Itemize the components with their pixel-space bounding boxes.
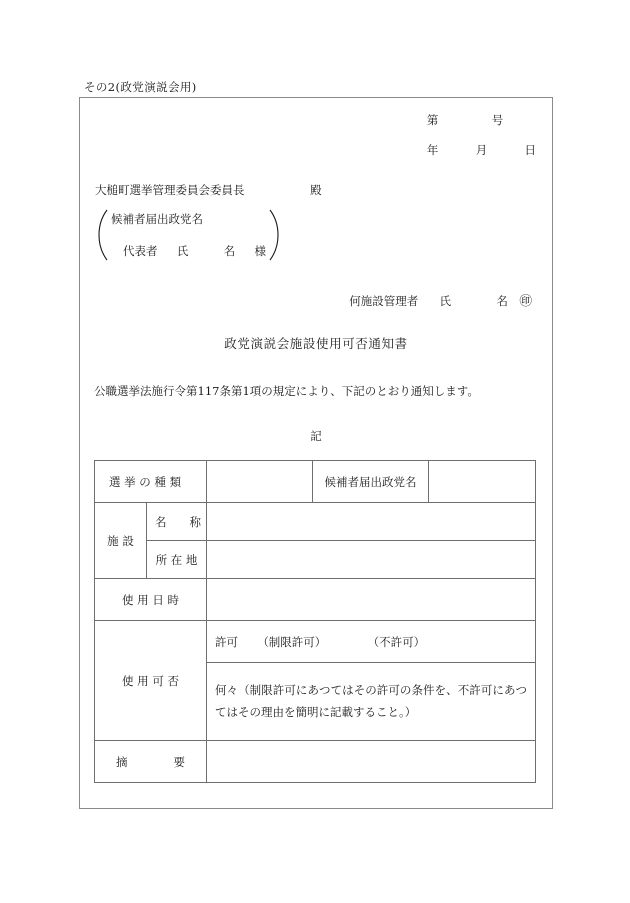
document-date-line — [427, 142, 536, 158]
table-row-facility-name — [95, 503, 536, 541]
form-code-label: その2(政党演説会用) — [84, 80, 197, 94]
facility-label: 施 設 — [95, 503, 147, 579]
document-meta — [427, 112, 536, 172]
addressee-honorific: 殿 — [310, 183, 322, 197]
document-number-prefix: 第 — [426, 113, 439, 127]
notification-form-table — [94, 460, 536, 783]
facility-name-label: 名 称 — [147, 503, 207, 541]
remarks-label: 摘 要 — [95, 741, 207, 783]
party-name-header-label: 候補者届出政党名 — [313, 461, 429, 503]
table-row-election-type — [95, 461, 536, 503]
issuer-role-label: 何施設管理者 — [349, 294, 419, 308]
brace-left-icon — [97, 209, 109, 261]
issuer-line — [349, 291, 532, 309]
facility-name-value[interactable] — [207, 503, 536, 541]
table-row-use-datetime — [95, 579, 536, 621]
document-title: 政党演説会施設使用可否通知書 — [224, 336, 408, 351]
document-number-suffix: 号 — [491, 113, 504, 127]
addressee-line — [95, 182, 322, 198]
representative-surname-label: 氏 — [176, 244, 189, 258]
party-name-value[interactable] — [429, 461, 536, 503]
permission-note-cell[interactable] — [207, 663, 536, 741]
table-row-remarks — [95, 741, 536, 783]
issuer-surname-label: 氏 — [439, 294, 452, 308]
representative-honorific: 様 — [254, 244, 266, 258]
representative-given-label: 名 — [223, 244, 236, 258]
permission-note-text: 何々（制限許可にあつてはその許可の条件を、不許可にあつてはその理由を簡明に記載すること。） — [215, 683, 527, 719]
ki-marker: 記 — [310, 429, 322, 443]
use-datetime-label: 使 用 日 時 — [95, 579, 207, 621]
party-name-label: 候補者届出政党名 — [111, 212, 203, 226]
representative-line — [111, 243, 266, 259]
permission-denied-option[interactable]: （不許可） — [367, 634, 426, 649]
permission-label: 使 用 可 否 — [95, 621, 207, 741]
permission-restricted-option[interactable]: （制限許可） — [257, 634, 327, 649]
document-sheet-frame — [79, 97, 553, 809]
permission-allowed-option[interactable]: 許可 — [215, 634, 238, 649]
seal-icon: ㊞ — [519, 293, 532, 308]
party-representative-lines — [109, 209, 268, 261]
party-representative-block — [97, 209, 280, 261]
election-type-label-text: 選 挙 の 種 類 — [109, 474, 182, 489]
date-year-label: 年 — [426, 143, 439, 157]
facility-address-label: 所 在 地 — [147, 541, 207, 579]
use-datetime-value[interactable] — [207, 579, 536, 621]
facility-address-value[interactable] — [207, 541, 536, 579]
document-number-line — [427, 112, 536, 128]
issuer-given-label: 名 — [496, 294, 508, 308]
election-type-value[interactable] — [207, 461, 313, 503]
election-type-label — [95, 461, 207, 503]
date-month-label: 月 — [475, 143, 488, 157]
permission-options-cell[interactable] — [207, 621, 536, 663]
remarks-value[interactable] — [207, 741, 536, 783]
addressee-recipient: 大槌町選挙管理委員会委員長 — [95, 183, 245, 197]
date-day-label: 日 — [524, 143, 536, 157]
brace-right-icon — [268, 209, 280, 261]
representative-label: 代表者 — [123, 244, 158, 258]
table-row-permission-options — [95, 621, 536, 663]
table-row-facility-address — [95, 541, 536, 579]
statute-sentence: 公職選挙法施行令第117条第1項の規定により、下記のとおり通知します。 — [94, 384, 479, 398]
